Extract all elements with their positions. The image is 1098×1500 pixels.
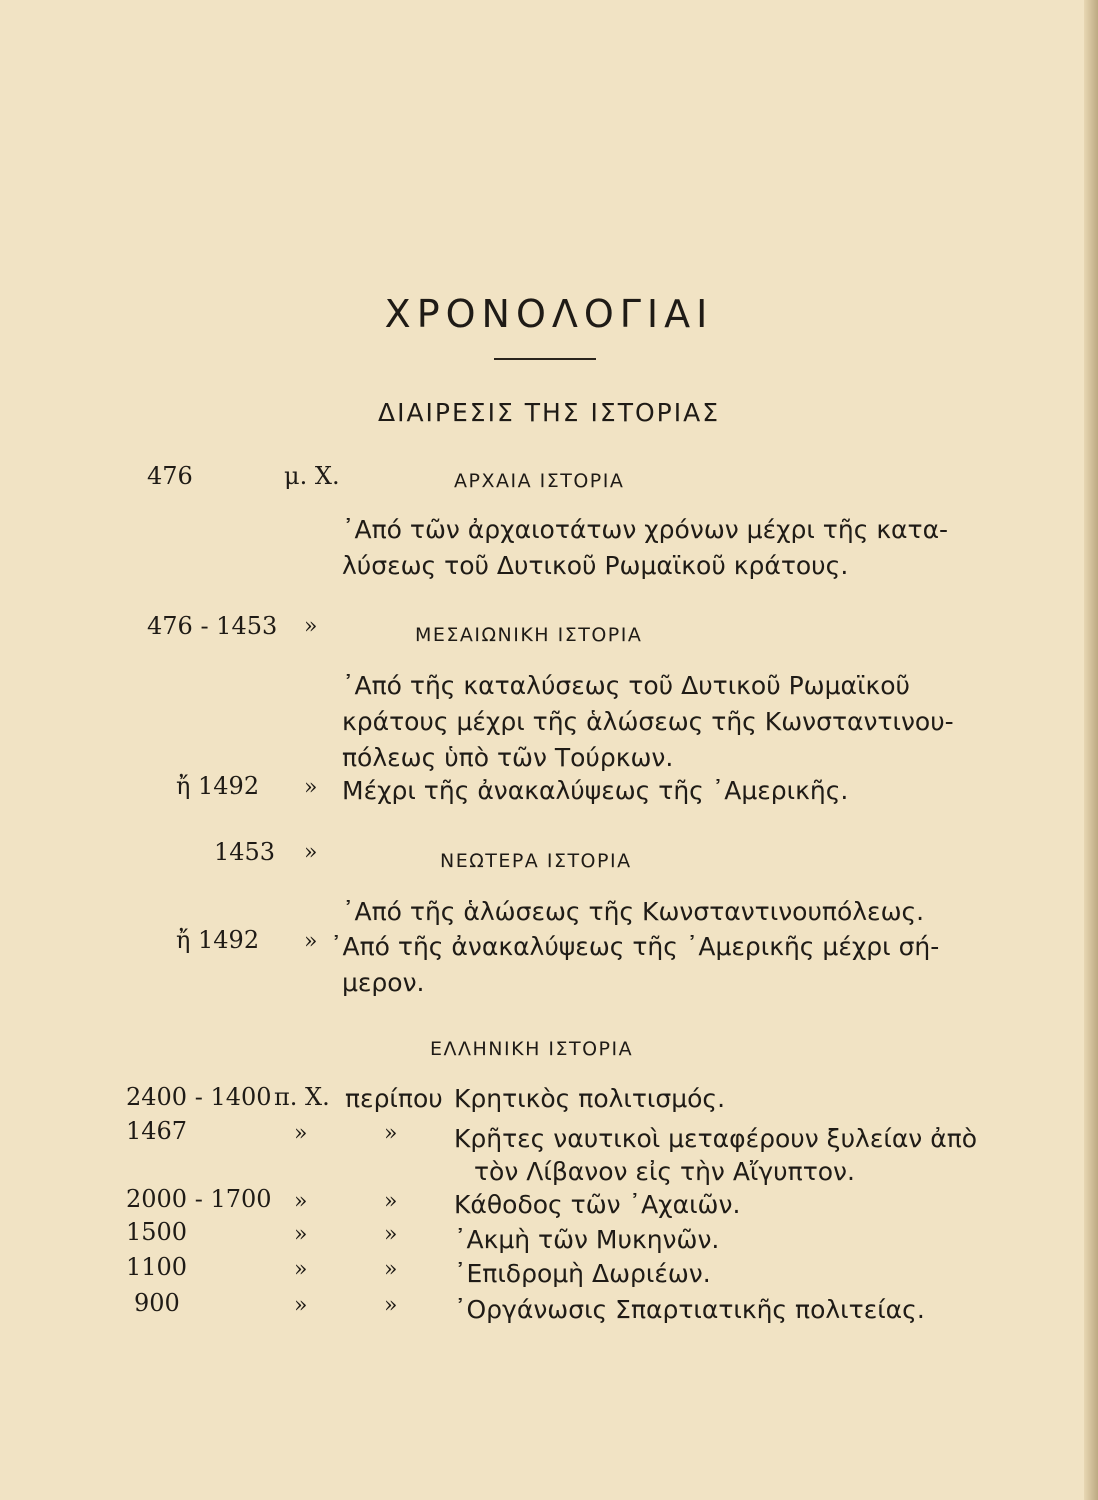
greek-first-date: 2400 - 1400 (126, 1083, 272, 1111)
ancient-line-1: ᾿Από τῶν ἀρχαιοτάτων χρόνων μέχρι τῆς κατα- (342, 515, 949, 544)
page-title: ΧΡΟΝΟΛΟΓΙΑΙ (384, 292, 714, 336)
greek-row-event: Κάθοδος τῶν ᾿Αχαιῶν. (454, 1190, 741, 1219)
medieval-line-3: πόλεως ὑπὸ τῶν Τούρκων. (342, 743, 674, 772)
modern-alt-line-1: ᾿Από τῆς ἀνακαλύψεως τῆς ᾿Αμερικῆς μέχρι σή- (330, 932, 940, 961)
modern-alt-line-2: μερον. (342, 968, 425, 997)
greek-row-date: 1467 (126, 1117, 188, 1145)
greek-row-ditto-1: » (294, 1121, 308, 1146)
greek-row-date: 2000 - 1700 (126, 1185, 272, 1213)
greek-row-event: Κρῆτες ναυτικοὶ μεταφέρουν ξυλείαν ἀπὸ (454, 1124, 978, 1153)
medieval-ditto: » (304, 614, 318, 639)
greek-row-event: ᾿Ακμὴ τῶν Μυκηνῶν. (454, 1225, 720, 1254)
greek-row-ditto-2: » (384, 1121, 398, 1146)
greek-row-ditto-2: » (384, 1189, 398, 1214)
title-rule (494, 358, 596, 360)
greek-row-ditto-1: » (294, 1222, 308, 1247)
section-subtitle: ΔΙΑΙΡΕΣΙΣ ΤΗΣ ΙΣΤΟΡΙΑΣ (377, 398, 720, 427)
modern-heading: ΝΕΩΤΕΡΑ ΙΣΤΟΡΙΑ (440, 850, 632, 872)
ancient-line-2: λύσεως τοῦ Δυτικοῦ Ρωμαϊκοῦ κράτους. (342, 551, 849, 580)
ancient-era: μ. Χ. (284, 462, 340, 490)
modern-line: ᾿Από τῆς ἁλώσεως τῆς Κωνσταντινουπόλεως. (342, 897, 925, 926)
greek-row-event: ᾿Οργάνωσις Σπαρτιατικῆς πολιτείας. (454, 1295, 925, 1324)
greek-row-event: ᾿Επιδρομὴ Δωριέων. (454, 1259, 711, 1288)
greek-row-date: 900 (134, 1289, 180, 1317)
greek-row-ditto-1: » (294, 1257, 308, 1282)
greek-row-event-cont: τὸν Λίβανον εἰς τὴν Αἴγυπτον. (474, 1157, 855, 1186)
medieval-alt-ditto: » (304, 775, 318, 800)
medieval-line-1: ᾿Από τῆς καταλύσεως τοῦ Δυτικοῦ Ρωμαϊκοῦ (342, 671, 910, 700)
greek-heading: ΕΛΛΗΝΙΚΗ ΙΣΤΟΡΙΑ (430, 1038, 634, 1060)
greek-first-era: π. Χ. (274, 1083, 330, 1111)
medieval-heading: ΜΕΣΑΙΩΝΙΚΗ ΙΣΤΟΡΙΑ (415, 624, 643, 646)
modern-date: 1453 (214, 838, 276, 866)
greek-first-event: Κρητικὸς πολιτισμός. (454, 1084, 726, 1113)
modern-alt-ditto: » (304, 929, 318, 954)
medieval-alt-date: ἤ 1492 (176, 772, 260, 800)
greek-row-date: 1500 (126, 1218, 188, 1246)
modern-alt-date: ἤ 1492 (176, 926, 260, 954)
greek-row-ditto-2: » (384, 1293, 398, 1318)
greek-row-date: 1100 (126, 1253, 188, 1281)
ancient-heading: ΑΡΧΑΙΑ ΙΣΤΟΡΙΑ (454, 470, 625, 492)
greek-row-ditto-1: » (294, 1189, 308, 1214)
modern-ditto: » (304, 840, 318, 865)
medieval-date: 476 - 1453 (147, 612, 278, 640)
page-edge (1084, 0, 1098, 1500)
greek-first-approx: περίπου (345, 1084, 443, 1113)
medieval-line-2: κράτους μέχρι τῆς ἁλώσεως τῆς Κωνσταντινου- (342, 707, 954, 736)
medieval-alt-line: Μέχρι τῆς ἀνακαλύψεως τῆς ᾿Αμερικῆς. (342, 776, 849, 805)
greek-row-ditto-1: » (294, 1293, 308, 1318)
greek-row-ditto-2: » (384, 1257, 398, 1282)
ancient-date: 476 (147, 462, 193, 490)
greek-row-ditto-2: » (384, 1222, 398, 1247)
